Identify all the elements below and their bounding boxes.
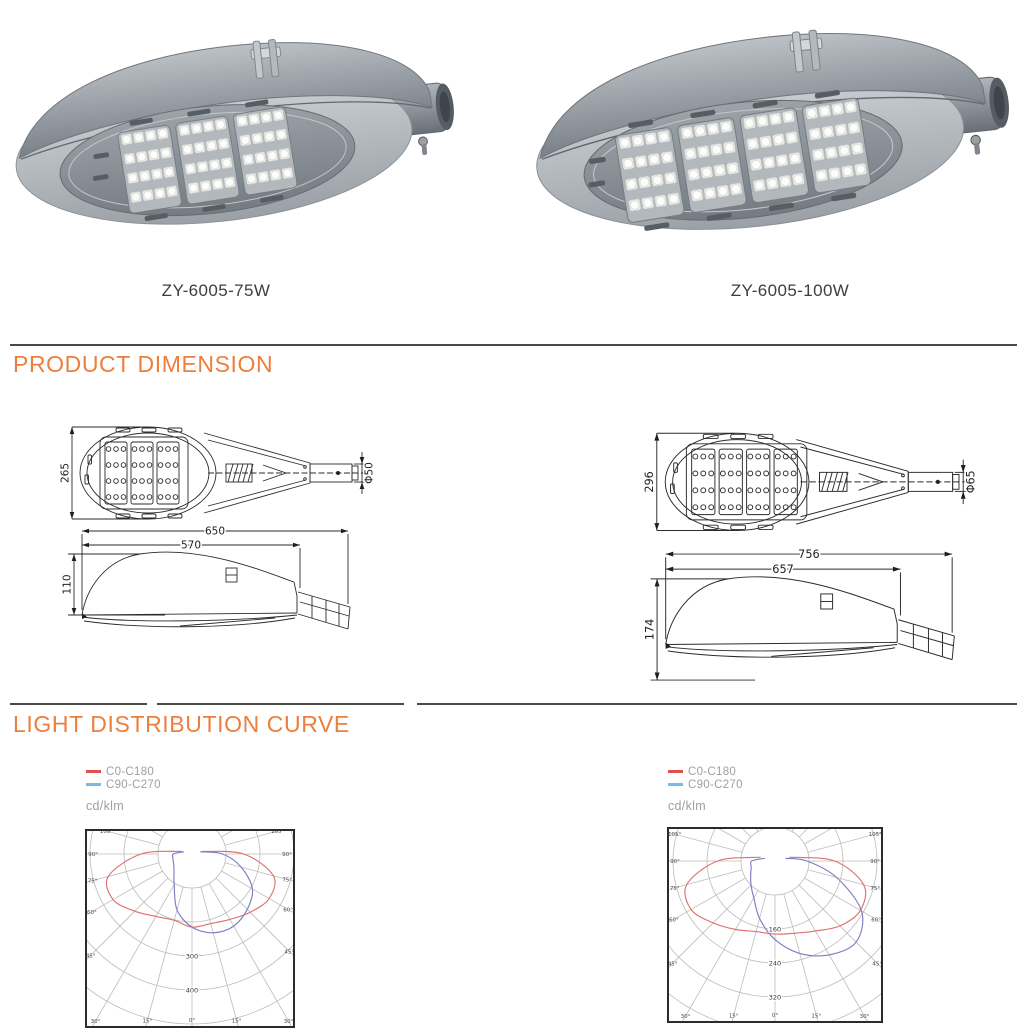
legend-label-c0: C0-C180 bbox=[688, 765, 737, 778]
svg-text:105°: 105° bbox=[668, 832, 682, 839]
polar-chart-100w bbox=[667, 827, 883, 1023]
svg-text:45°: 45° bbox=[85, 953, 96, 960]
dimension-top-view-75w bbox=[58, 407, 376, 526]
legend-dash-red bbox=[86, 770, 101, 773]
svg-text:105°: 105° bbox=[868, 832, 882, 839]
product-photo-100w bbox=[528, 6, 1022, 256]
svg-text:15°: 15° bbox=[142, 1018, 153, 1025]
legend-dash-red bbox=[668, 770, 683, 773]
product-photo-75w bbox=[8, 16, 466, 250]
svg-text:570: 570 bbox=[180, 539, 202, 552]
svg-text:90°: 90° bbox=[282, 852, 292, 858]
legend-row-c0 bbox=[668, 765, 743, 778]
svg-text:657: 657 bbox=[772, 562, 794, 576]
dimension-side-view-100w bbox=[642, 540, 978, 692]
svg-text:75°: 75° bbox=[282, 877, 293, 884]
svg-text:90°: 90° bbox=[670, 859, 680, 865]
svg-text:300: 300 bbox=[185, 952, 199, 961]
section-divider-segment bbox=[10, 703, 147, 705]
product-model-100w: ZY-6005-100W bbox=[730, 281, 850, 300]
legend-dash-blue bbox=[86, 783, 101, 786]
svg-text:650: 650 bbox=[204, 525, 226, 538]
product-model-75w: ZY-6005-75W bbox=[161, 281, 271, 300]
svg-text:45°: 45° bbox=[284, 949, 295, 956]
svg-text:Φ65: Φ65 bbox=[964, 470, 978, 494]
svg-text:0°: 0° bbox=[771, 1013, 779, 1019]
svg-text:45°: 45° bbox=[667, 961, 678, 968]
svg-text:45°: 45° bbox=[872, 961, 883, 968]
svg-text:174: 174 bbox=[643, 618, 657, 641]
svg-text:160: 160 bbox=[768, 925, 782, 934]
svg-text:320: 320 bbox=[768, 993, 782, 1002]
legend-row-c90 bbox=[668, 778, 743, 791]
legend-100w bbox=[668, 765, 743, 791]
svg-text:0°: 0° bbox=[188, 1018, 196, 1024]
svg-text:296: 296 bbox=[643, 471, 657, 493]
svg-text:30°: 30° bbox=[283, 1019, 294, 1026]
svg-text:105°: 105° bbox=[270, 829, 285, 836]
section-divider-segment bbox=[417, 703, 1017, 705]
legend-75w bbox=[86, 765, 161, 791]
svg-text:75°: 75° bbox=[87, 878, 98, 885]
legend-label-c0: C0-C180 bbox=[106, 765, 155, 778]
svg-text:90°: 90° bbox=[88, 852, 98, 858]
svg-text:75°: 75° bbox=[870, 885, 881, 892]
svg-text:240: 240 bbox=[768, 959, 782, 968]
svg-text:756: 756 bbox=[798, 547, 820, 561]
svg-text:Φ50: Φ50 bbox=[363, 462, 376, 484]
section-title-product-dimension: PRODUCT DIMENSION bbox=[13, 351, 274, 377]
section-divider bbox=[10, 344, 1017, 346]
legend-label-c90: C90-C270 bbox=[106, 778, 161, 791]
unit-label-75w: cd/klm bbox=[86, 799, 124, 813]
svg-text:75°: 75° bbox=[669, 885, 680, 892]
svg-text:15°: 15° bbox=[231, 1018, 242, 1025]
svg-text:30°: 30° bbox=[90, 1019, 101, 1026]
section-title-light-distribution: LIGHT DISTRIBUTION CURVE bbox=[13, 711, 350, 737]
svg-text:60°: 60° bbox=[871, 917, 881, 924]
dimension-top-view-100w bbox=[642, 412, 978, 538]
svg-text:15°: 15° bbox=[811, 1013, 822, 1020]
dimension-side-view-75w bbox=[60, 518, 372, 659]
svg-text:265: 265 bbox=[59, 462, 72, 484]
legend-label-c90: C90-C270 bbox=[688, 778, 743, 791]
unit-label-100w: cd/klm bbox=[668, 799, 706, 813]
svg-text:105°: 105° bbox=[99, 829, 114, 836]
svg-text:30°: 30° bbox=[680, 1014, 691, 1021]
svg-text:110: 110 bbox=[61, 574, 74, 595]
svg-text:60°: 60° bbox=[669, 917, 679, 924]
section-divider-segment bbox=[157, 703, 404, 705]
polar-chart-75w bbox=[85, 829, 295, 1028]
svg-text:15°: 15° bbox=[728, 1013, 739, 1020]
svg-text:90°: 90° bbox=[870, 859, 880, 865]
legend-dash-blue bbox=[668, 783, 683, 786]
svg-text:30°: 30° bbox=[859, 1014, 870, 1021]
svg-text:60°: 60° bbox=[283, 907, 293, 914]
legend-row-c90 bbox=[86, 778, 161, 791]
svg-text:400: 400 bbox=[185, 986, 199, 995]
legend-row-c0 bbox=[86, 765, 161, 778]
svg-text:60°: 60° bbox=[87, 909, 97, 916]
